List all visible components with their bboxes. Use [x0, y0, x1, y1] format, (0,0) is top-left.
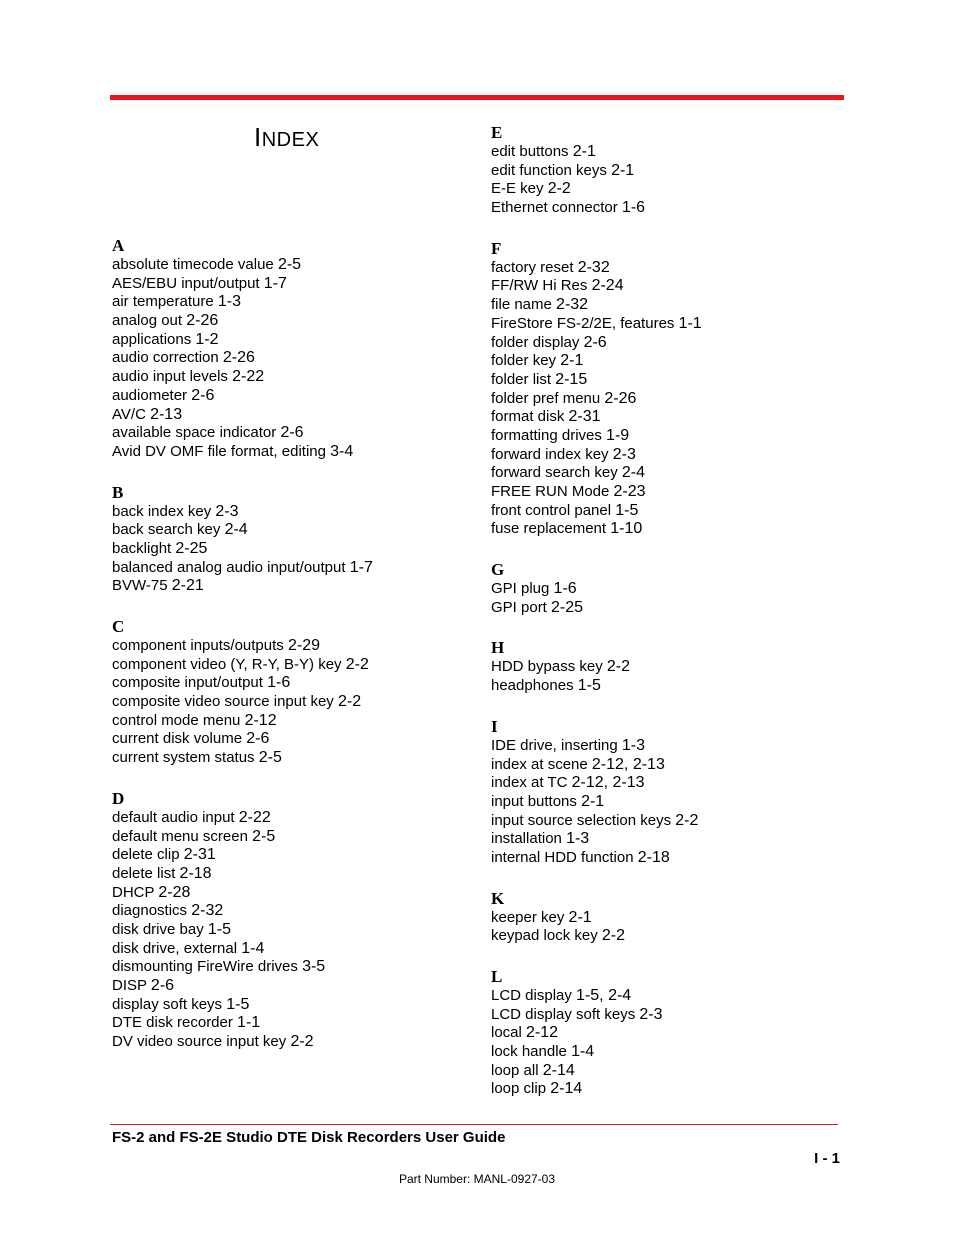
entry-pages: 2-26 — [604, 389, 637, 407]
entry-pages: 2-3 — [215, 502, 239, 520]
entry-term: internal HDD function — [491, 848, 634, 866]
index-entry — [491, 143, 851, 162]
index-entry — [112, 828, 472, 847]
entry-pages: 2-24 — [591, 277, 624, 295]
index-entry — [112, 349, 472, 368]
entry-term: back search key — [112, 521, 221, 539]
index-section — [491, 967, 851, 1099]
index-entry — [112, 293, 472, 312]
index-entry — [491, 446, 851, 465]
index-entry — [491, 502, 851, 521]
entry-term: disk drive, external — [112, 939, 238, 957]
entry-term: folder key — [491, 352, 557, 370]
entry-pages: 2-25 — [551, 598, 584, 616]
index-entry — [491, 830, 851, 849]
entry-pages: 1-10 — [610, 520, 643, 538]
entry-pages: 2-3 — [612, 445, 636, 463]
entry-term: installation — [491, 830, 562, 848]
index-entry — [491, 277, 851, 296]
entry-term: available space indicator — [112, 424, 277, 442]
section-letter: H — [491, 638, 505, 658]
entry-pages: 2-15 — [555, 370, 588, 388]
index-entry — [112, 958, 472, 977]
index-entry — [491, 849, 851, 868]
entry-term: factory reset — [491, 258, 574, 276]
footer-guide-title: FS-2 and FS-2E Studio DTE Disk Recorders User Guide — [112, 1129, 506, 1146]
page-title — [254, 122, 319, 155]
entry-pages: 2-2 — [290, 1033, 314, 1051]
section-letter: L — [491, 967, 503, 986]
section-letter: D — [112, 788, 125, 808]
entry-pages: 2-21 — [171, 577, 204, 595]
index-section — [491, 123, 851, 218]
entry-pages: 2-12, 2-13 — [591, 755, 665, 773]
index-entry — [112, 406, 472, 425]
index-entry — [112, 730, 472, 749]
entry-pages: 1-1 — [237, 1014, 261, 1032]
entry-term: forward search key — [491, 464, 618, 482]
entry-pages: 2-6 — [246, 730, 270, 748]
entry-pages: 2-5 — [277, 256, 302, 273]
entry-term: Avid DV OMF file format, editing — [112, 442, 326, 460]
entry-pages: 2-1 — [568, 908, 592, 926]
entry-term: applications — [112, 330, 192, 348]
entry-pages: 1-5 — [577, 677, 601, 695]
index-section — [112, 236, 472, 462]
index-entry — [491, 599, 851, 618]
entry-pages: 2-25 — [175, 539, 208, 557]
index-entry — [491, 180, 851, 199]
index-entry — [491, 427, 851, 446]
entry-pages: 2-3 — [639, 1005, 663, 1023]
entry-term: AES/EBU input/output — [112, 274, 260, 292]
index-section — [112, 483, 472, 596]
entry-term: index at scene — [491, 755, 588, 773]
entry-pages: 2-29 — [287, 637, 320, 654]
section-letter: I — [491, 716, 498, 736]
entry-term: loop all — [491, 1061, 539, 1079]
index-entry — [112, 521, 472, 540]
index-entry — [491, 315, 851, 334]
entry-pages: 2-2 — [675, 811, 699, 829]
entry-term: composite input/output — [112, 674, 263, 692]
index-entry — [112, 674, 472, 693]
index-entry — [112, 331, 472, 350]
entry-term: folder display — [491, 333, 580, 351]
index-entry — [112, 846, 472, 865]
entry-term: FREE RUN Mode — [491, 483, 610, 500]
index-entry — [491, 909, 851, 928]
index-entry — [112, 1014, 472, 1033]
entry-term: composite video source input key — [112, 693, 334, 711]
entry-pages: 2-28 — [158, 883, 191, 901]
entry-pages: 1-9 — [606, 426, 630, 444]
index-entry — [491, 408, 851, 427]
index-entry — [112, 637, 472, 656]
index-section — [491, 717, 851, 868]
entry-term: FireStore FS-2/2E, features — [491, 314, 675, 332]
entry-pages: 2-12 — [244, 711, 277, 729]
entry-term: lock handle — [491, 1043, 567, 1061]
entry-term: audio input levels — [112, 368, 228, 386]
entry-term: edit function keys — [491, 161, 607, 179]
entry-term: formatting drives — [491, 426, 602, 444]
index-entry — [112, 1033, 472, 1052]
entry-pages: 1-3 — [217, 293, 242, 311]
index-entry — [112, 577, 472, 596]
index-section — [491, 239, 851, 539]
entry-pages: 2-26 — [222, 349, 255, 367]
entry-term: audiometer — [112, 386, 188, 404]
index-column-left — [112, 236, 472, 1073]
index-entry — [491, 199, 851, 218]
index-entry — [112, 368, 472, 387]
index-entry — [112, 712, 472, 731]
entry-pages: 2-12, 2-13 — [571, 774, 645, 792]
index-entry — [112, 749, 472, 768]
index-entry — [112, 996, 472, 1015]
entry-term: folder pref menu — [491, 389, 601, 407]
index-entry — [112, 693, 472, 712]
entry-pages: 2-6 — [191, 386, 215, 404]
entry-term: LCD display — [491, 987, 572, 1004]
entry-term: back index key — [112, 502, 212, 520]
entry-pages: 1-4 — [571, 1043, 595, 1061]
entry-pages: 1-1 — [678, 314, 702, 332]
entry-term: air temperature — [112, 293, 214, 311]
entry-pages: 2-2 — [337, 693, 362, 711]
page-number: I - 1 — [814, 1150, 840, 1167]
entry-term: fuse replacement — [491, 520, 607, 538]
entry-pages: 2-22 — [232, 368, 265, 386]
entry-term: component inputs/outputs — [112, 637, 284, 654]
index-entry — [112, 424, 472, 443]
entry-pages: 3-5 — [302, 958, 326, 976]
entry-term: delete list — [112, 864, 176, 882]
section-letter: G — [491, 560, 505, 580]
entry-term: DV video source input key — [112, 1033, 287, 1051]
entry-term: input source selection keys — [491, 811, 672, 829]
entry-term: DTE disk recorder — [112, 1014, 233, 1032]
entry-term: dismounting FireWire drives — [112, 958, 298, 976]
index-entry — [491, 927, 851, 946]
index-entry — [491, 793, 851, 812]
index-entry — [491, 483, 851, 502]
entry-term: DISP — [112, 977, 147, 994]
entry-pages: 2-6 — [280, 424, 304, 442]
section-letter: C — [112, 617, 125, 636]
entry-term: GPI port — [491, 598, 547, 616]
entry-term: display soft keys — [112, 995, 223, 1013]
index-entry — [112, 312, 472, 331]
index-entry — [491, 737, 851, 756]
index-entry — [491, 259, 851, 278]
entry-pages: 2-18 — [179, 864, 212, 882]
entry-pages: 2-2 — [606, 658, 630, 676]
entry-pages: 2-6 — [583, 333, 607, 351]
index-entry — [112, 809, 472, 828]
entry-term: analog out — [112, 312, 183, 330]
index-entry — [491, 812, 851, 831]
entry-term: component video (Y, R-Y, B-Y) key — [112, 655, 342, 673]
index-entry — [491, 756, 851, 775]
index-section — [491, 638, 851, 695]
entry-pages: 1-3 — [566, 830, 590, 848]
entry-term: input buttons — [491, 792, 577, 810]
entry-pages: 2-5 — [252, 827, 276, 845]
entry-pages: 2-2 — [601, 927, 626, 945]
entry-pages: 3-4 — [330, 442, 354, 460]
index-entry — [112, 921, 472, 940]
entry-term: diagnostics — [112, 902, 188, 920]
index-entry — [491, 1006, 851, 1025]
entry-pages: 2-1 — [560, 352, 584, 370]
entry-term: IDE drive, inserting — [491, 736, 618, 754]
entry-term: folder list — [491, 370, 552, 388]
entry-pages: 2-2 — [345, 655, 369, 673]
entry-term: FF/RW Hi Res — [491, 277, 588, 295]
entry-term: LCD display soft keys — [491, 1005, 636, 1023]
entry-term: loop clip — [491, 1080, 547, 1098]
index-entry — [491, 1043, 851, 1062]
entry-term: control mode menu — [112, 711, 241, 729]
entry-pages: 2-4 — [621, 464, 646, 482]
entry-pages: 1-4 — [241, 939, 265, 957]
entry-pages: 1-3 — [621, 736, 646, 754]
entry-term: current system status — [112, 749, 255, 767]
entry-pages: 2-1 — [572, 143, 596, 160]
index-entry — [112, 865, 472, 884]
entry-term: absolute timecode value — [112, 256, 274, 273]
entry-pages: 2-14 — [550, 1080, 583, 1098]
index-entry — [112, 540, 472, 559]
entry-term: file name — [491, 296, 552, 314]
index-entry — [491, 1024, 851, 1043]
entry-term: local — [491, 1024, 522, 1042]
entry-pages: 2-6 — [150, 977, 175, 994]
entry-pages: 1-5 — [615, 501, 639, 519]
entry-pages: 1-5, 2-4 — [576, 987, 632, 1004]
index-entry — [491, 1080, 851, 1099]
entry-term: backlight — [112, 539, 172, 557]
index-entry — [112, 902, 472, 921]
entry-term: default audio input — [112, 808, 235, 826]
index-entry — [112, 656, 472, 675]
entry-term: edit buttons — [491, 143, 569, 160]
entry-term: disk drive bay — [112, 920, 204, 938]
entry-pages: 2-31 — [183, 846, 216, 864]
index-entry — [491, 658, 851, 677]
entry-term: headphones — [491, 677, 574, 695]
entry-pages: 1-7 — [349, 558, 373, 576]
entry-pages: 2-4 — [224, 521, 248, 539]
index-entry — [491, 334, 851, 353]
entry-term: index at TC — [491, 774, 568, 792]
index-section — [491, 889, 851, 946]
index-entry — [491, 987, 851, 1006]
entry-pages: 2-31 — [568, 408, 601, 426]
index-column-right — [491, 123, 851, 1120]
entry-term: delete clip — [112, 846, 180, 864]
footer-rule — [110, 1124, 838, 1125]
index-entry — [491, 371, 851, 390]
index-section — [112, 789, 472, 1052]
entry-pages: 1-2 — [195, 330, 219, 348]
entry-pages: 1-7 — [263, 274, 287, 292]
entry-pages: 2-32 — [191, 902, 224, 920]
index-entry — [112, 884, 472, 903]
index-section — [112, 617, 472, 768]
entry-term: format disk — [491, 408, 565, 426]
entry-term: balanced analog audio input/output — [112, 558, 346, 576]
index-entry — [112, 559, 472, 578]
entry-pages: 2-18 — [637, 848, 670, 866]
index-entry — [112, 275, 472, 294]
index-entry — [491, 390, 851, 409]
index-entry — [491, 774, 851, 793]
index-entry — [491, 296, 851, 315]
entry-pages: 2-2 — [547, 180, 571, 198]
entry-term: E-E key — [491, 180, 544, 198]
section-letter: B — [112, 482, 124, 502]
entry-term: keypad lock key — [491, 927, 598, 945]
entry-term: DHCP — [112, 883, 155, 901]
index-entry — [491, 520, 851, 539]
index-entry — [491, 677, 851, 696]
index-entry — [112, 503, 472, 522]
section-letter: K — [491, 888, 505, 908]
entry-term: default menu screen — [112, 827, 248, 845]
entry-pages: 2-14 — [542, 1061, 575, 1079]
entry-pages: 2-32 — [556, 296, 589, 314]
entry-pages: 2-32 — [577, 258, 610, 276]
entry-pages: 2-23 — [613, 483, 646, 500]
index-entry — [112, 443, 472, 462]
entry-term: HDD bypass key — [491, 658, 603, 676]
entry-pages: 2-12 — [526, 1024, 559, 1042]
entry-pages: 2-1 — [581, 792, 605, 810]
section-letter: F — [491, 238, 502, 258]
entry-term: Ethernet connector — [491, 199, 618, 217]
entry-term: BVW-75 — [112, 577, 168, 595]
entry-pages: 2-22 — [238, 808, 271, 826]
entry-term: keeper key — [491, 908, 565, 926]
entry-pages: 1-6 — [553, 580, 577, 598]
section-letter: E — [491, 123, 503, 142]
index-entry — [491, 162, 851, 181]
entry-pages: 2-5 — [258, 749, 282, 767]
entry-term: front control panel — [491, 501, 612, 519]
part-number: Part Number: MANL-0927-03 — [398, 1172, 556, 1186]
index-entry — [112, 387, 472, 406]
index-entry — [491, 464, 851, 483]
index-entry — [491, 1062, 851, 1081]
page-title-initial: I — [254, 122, 262, 152]
entry-pages: 2-13 — [150, 405, 183, 423]
entry-term: current disk volume — [112, 730, 243, 748]
index-entry — [491, 352, 851, 371]
entry-term: GPI plug — [491, 580, 550, 598]
entry-pages: 2-1 — [611, 161, 635, 179]
index-entry — [491, 580, 851, 599]
entry-pages: 1-6 — [267, 674, 291, 692]
index-entry — [112, 256, 472, 275]
entry-term: AV/C — [112, 405, 146, 423]
page-title-rest: NDEX — [261, 129, 320, 151]
entry-term: audio correction — [112, 349, 219, 367]
index-section — [491, 560, 851, 617]
index-entry — [112, 977, 472, 996]
entry-pages: 2-26 — [186, 312, 219, 330]
entry-pages: 1-5 — [207, 920, 232, 938]
entry-term: forward index key — [491, 445, 609, 463]
section-letter: A — [112, 236, 125, 255]
entry-pages: 1-6 — [621, 199, 646, 217]
top-red-rule — [110, 95, 844, 100]
index-entry — [112, 940, 472, 959]
entry-pages: 1-5 — [226, 995, 250, 1013]
